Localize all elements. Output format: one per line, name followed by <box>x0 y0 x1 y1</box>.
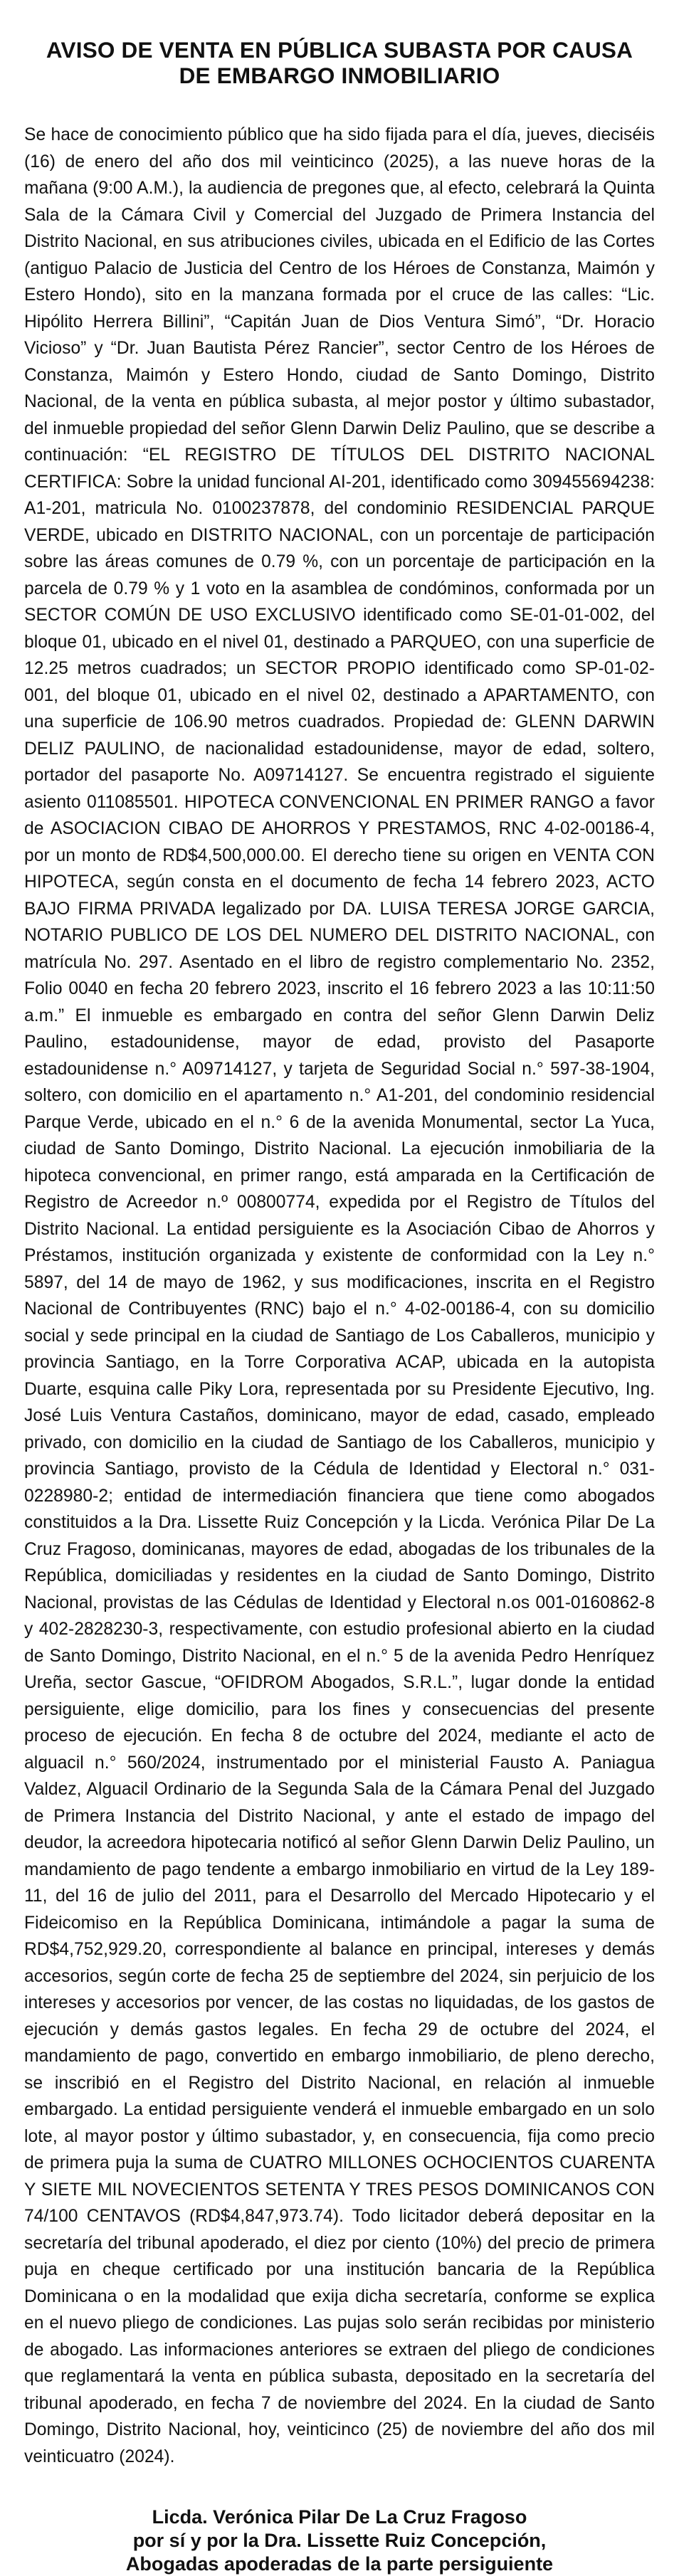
signature-block <box>24 2506 655 2576</box>
notice-title-line-2: DE EMBARGO INMOBILIARIO <box>179 63 500 88</box>
signature-line-1: Licda. Verónica Pilar De La Cruz Fragoso <box>152 2506 527 2528</box>
signature-line-3: Abogadas apoderadas de la parte persiguiente <box>125 2553 554 2575</box>
notice-title <box>24 37 655 88</box>
notice-body: Se hace de conocimiento público que ha sido fijada para el día, jueves, dieciséis (16) de enero del año dos mil veinticinco (2025), a las nueve horas de la mañana (9:00 A.M.), la audiencia de pregones que, al efecto, celebrará la Quinta Sala de la Cámara Civil y Comercial del Juzgado de Primera Instancia del Distrito Nacional, en sus atribuciones civiles, ubicada en el Edificio de las Cortes (antiguo Palacio de Justicia del Centro de los Héroes de Constanza, Maimón y Estero Hondo), sito en la manzana formada por el cruce de las calles: “Lic. Hipólito Herrera Billini”, “Capitán Juan de Dios Ventura Simó”, “Dr. Horacio Vicioso” y “Dr. Juan Bautista Pérez Rancier”, sector Centro de los Héroes de Constanza, Maimón y Estero Hondo, ciudad de Santo Domingo, Distrito Nacional, de la venta en pública subasta, al mejor postor y último subastador, del inmueble propiedad del señor Glenn Darwin Deliz Paulino, que se describe a continuación: “EL REGISTRO DE TÍTULOS DEL DISTRITO NACIONAL CERTIFICA: Sobre la unidad funcional AI-201, identificado como 309455694238: A1-201, matricula No. 0100237878, del condominio RESIDENCIAL PARQUE VERDE, ubicado en DISTRITO NACIONAL, con un porcentaje de participación sobre las áreas comunes de 0.79 %, con un porcentaje de participación en la parcela de 0.79 % y 1 voto en la asamblea de condóminos, conformada por un SECTOR COMÚN DE USO EXCLUSIVO identificado como SE-01-01-002, del bloque 01, ubicado en el nivel 01, destinado a PARQUEO, con una superficie de 12.25 metros cuadrados; un SECTOR PROPIO identificado como SP-01-02-001, del bloque 01, ubicado en el nivel 02, destinado a APARTAMENTO, con una superficie de 106.90 metros cuadrados. Propiedad de: GLENN DARWIN DELIZ PAULINO, de nacionalidad estadounidense, mayor de edad, soltero, portador del pasaporte No. A09714127. Se encuentra registrado el siguiente asiento 011085501. HIPOTECA CONVENCIONAL EN PRIMER RANGO a favor de ASOCIACION CIBAO DE AHORROS Y PRESTAMOS, RNC 4-02-00186-4, por un monto de RD$4,500,000.00. El derecho tiene su origen en VENTA CON HIPOTECA, según consta en el documento de fecha 14 febrero 2023, ACTO BAJO FIRMA PRIVADA legalizado por DA. LUISA TERESA JORGE GARCIA, NOTARIO PUBLICO DE LOS DEL NUMERO DEL DISTRITO NACIONAL, con matrícula No. 297. Asentado en el libro de registro complementario No. 2352, Folio 0040 en fecha 20 febrero 2023, inscrito el 16 febrero 2023 a las 10:11:50 a.m.” El inmueble es embargado en contra del señor Glenn Darwin Deliz Paulino, estadounidense, mayor de edad, provisto del Pasaporte estadounidense n.° A09714127, y tarjeta de Seguridad Social n.° 597-38-1904, soltero, con domicilio en el apartamento n.° A1-201, del condominio residencial Parque Verde, ubicado en el n.° 6 de la avenida Monumental, sector La Yuca, ciudad de Santo Domingo, Distrito Nacional. La ejecución inmobiliaria de la hipoteca convencional, en primer rango, está amparada en la Certificación de Registro de Acreedor n.º 00800774, expedida por el Registro de Títulos del Distrito Nacional. La entidad persiguiente es la Asociación Cibao de Ahorros y Préstamos, institución organizada y existente de conformidad con la Ley n.° 5897, del 14 de mayo de 1962, y sus modificaciones, inscrita en el Registro Nacional de Contribuyentes (RNC) bajo el n.° 4-02-00186-4, con su domicilio social y sede principal en la ciudad de Santiago de Los Caballeros, municipio y provincia Santiago, en la Torre Corporativa ACAP, ubicada en la autopista Duarte, esquina calle Piky Lora, representada por su Presidente Ejecutivo, Ing. José Luis Ventura Castaños, dominicano, mayor de edad, casado, empleado privado, con domicilio en la ciudad de Santiago de los Caballeros, municipio y provincia Santiago, provisto de la Cédula de Identidad y Electoral n.° 031-0228980-2; entidad de intermediación financiera que tiene como abogados constituidos a la Dra. Lissette Ruiz Concepción y la Licda. Verónica Pilar De La Cruz Fragoso, dominicanas, mayores de edad, abogadas de los tribunales de la República, domiciliadas y residentes en la ciudad de Santo Domingo, Distrito Nacional, provistas de las Cédulas de Identidad y Electoral n.os 001-0160862-8 y 402-2828230-3, respectivamente, con estudio profesional abierto en la ciudad de Santo Domingo, Distrito Nacional, en el n.° 5 de la avenida Pedro Henríquez Ureña, sector Gascue, “OFIDROM Abogados, S.R.L.”, lugar donde la entidad persiguiente, elige domicilio, para los fines y consecuencias del presente proceso de ejecución. En fecha 8 de octubre del 2024, mediante el acto de alguacil n.° 560/2024, instrumentado por el ministerial Fausto A. Paniagua Valdez, Alguacil Ordinario de la Segunda Sala de la Cámara Penal del Juzgado de Primera Instancia del Distrito Nacional, y ante el estado de impago del deudor, la acreedora hipotecaria notificó al señor Glenn Darwin Deliz Paulino, un mandamiento de pago tendente a embargo inmobiliario en virtud de la Ley 189-11, del 16 de julio del 2011, para el Desarrollo del Mercado Hipotecario y el Fideicomiso en la República Dominicana, intimándole a pagar la suma de RD$4,752,929.20, correspondiente al balance en principal, intereses y demás accesorios, según corte de fecha 25 de septiembre del 2024, sin perjuicio de los intereses y accesorios por vencer, de las costas no liquidadas, de los gastos de ejecución y demás gastos legales. En fecha 29 de octubre del 2024, el mandamiento de pago, convertido en embargo inmobiliario, de pleno derecho, se inscribió en el Registro del Distrito Nacional, en relación al inmueble embargado. La entidad persiguiente venderá el inmueble embargado en un solo lote, al mayor postor y último subastador, y, en consecuencia, fija como precio de primera puja la suma de CUATRO MILLONES OCHOCIENTOS CUARENTA Y SIETE MIL NOVECIENTOS SETENTA Y TRES PESOS DOMINICANOS CON 74/100 CENTAVOS (RD$4,847,973.74). Todo licitador deberá depositar en la secretaría del tribunal apoderado, el diez por ciento (10%) del precio de primera puja en cheque certificado por una institución bancaria de la República Dominicana o en la modalidad que exija dicha secretaría, conforme se explica en el nuevo pliego de condiciones. Las pujas solo serán recibidas por ministerio de abogado. Las informaciones anteriores se extraen del pliego de condiciones que reglamentará la venta en pública subasta, depositado en la secretaría del tribunal apoderado, en fecha 7 de noviembre del 2024. En la ciudad de Santo Domingo, Distrito Nacional, hoy, veinticinco (25) de noviembre del año dos mil veinticuatro (2024). <box>24 125 655 2466</box>
signature-line-2: por sí y por la Dra. Lissette Ruiz Concepción, <box>132 2530 547 2551</box>
notice-title-line-1: AVISO DE VENTA EN PÚBLICA SUBASTA POR CAUSA <box>46 37 633 63</box>
